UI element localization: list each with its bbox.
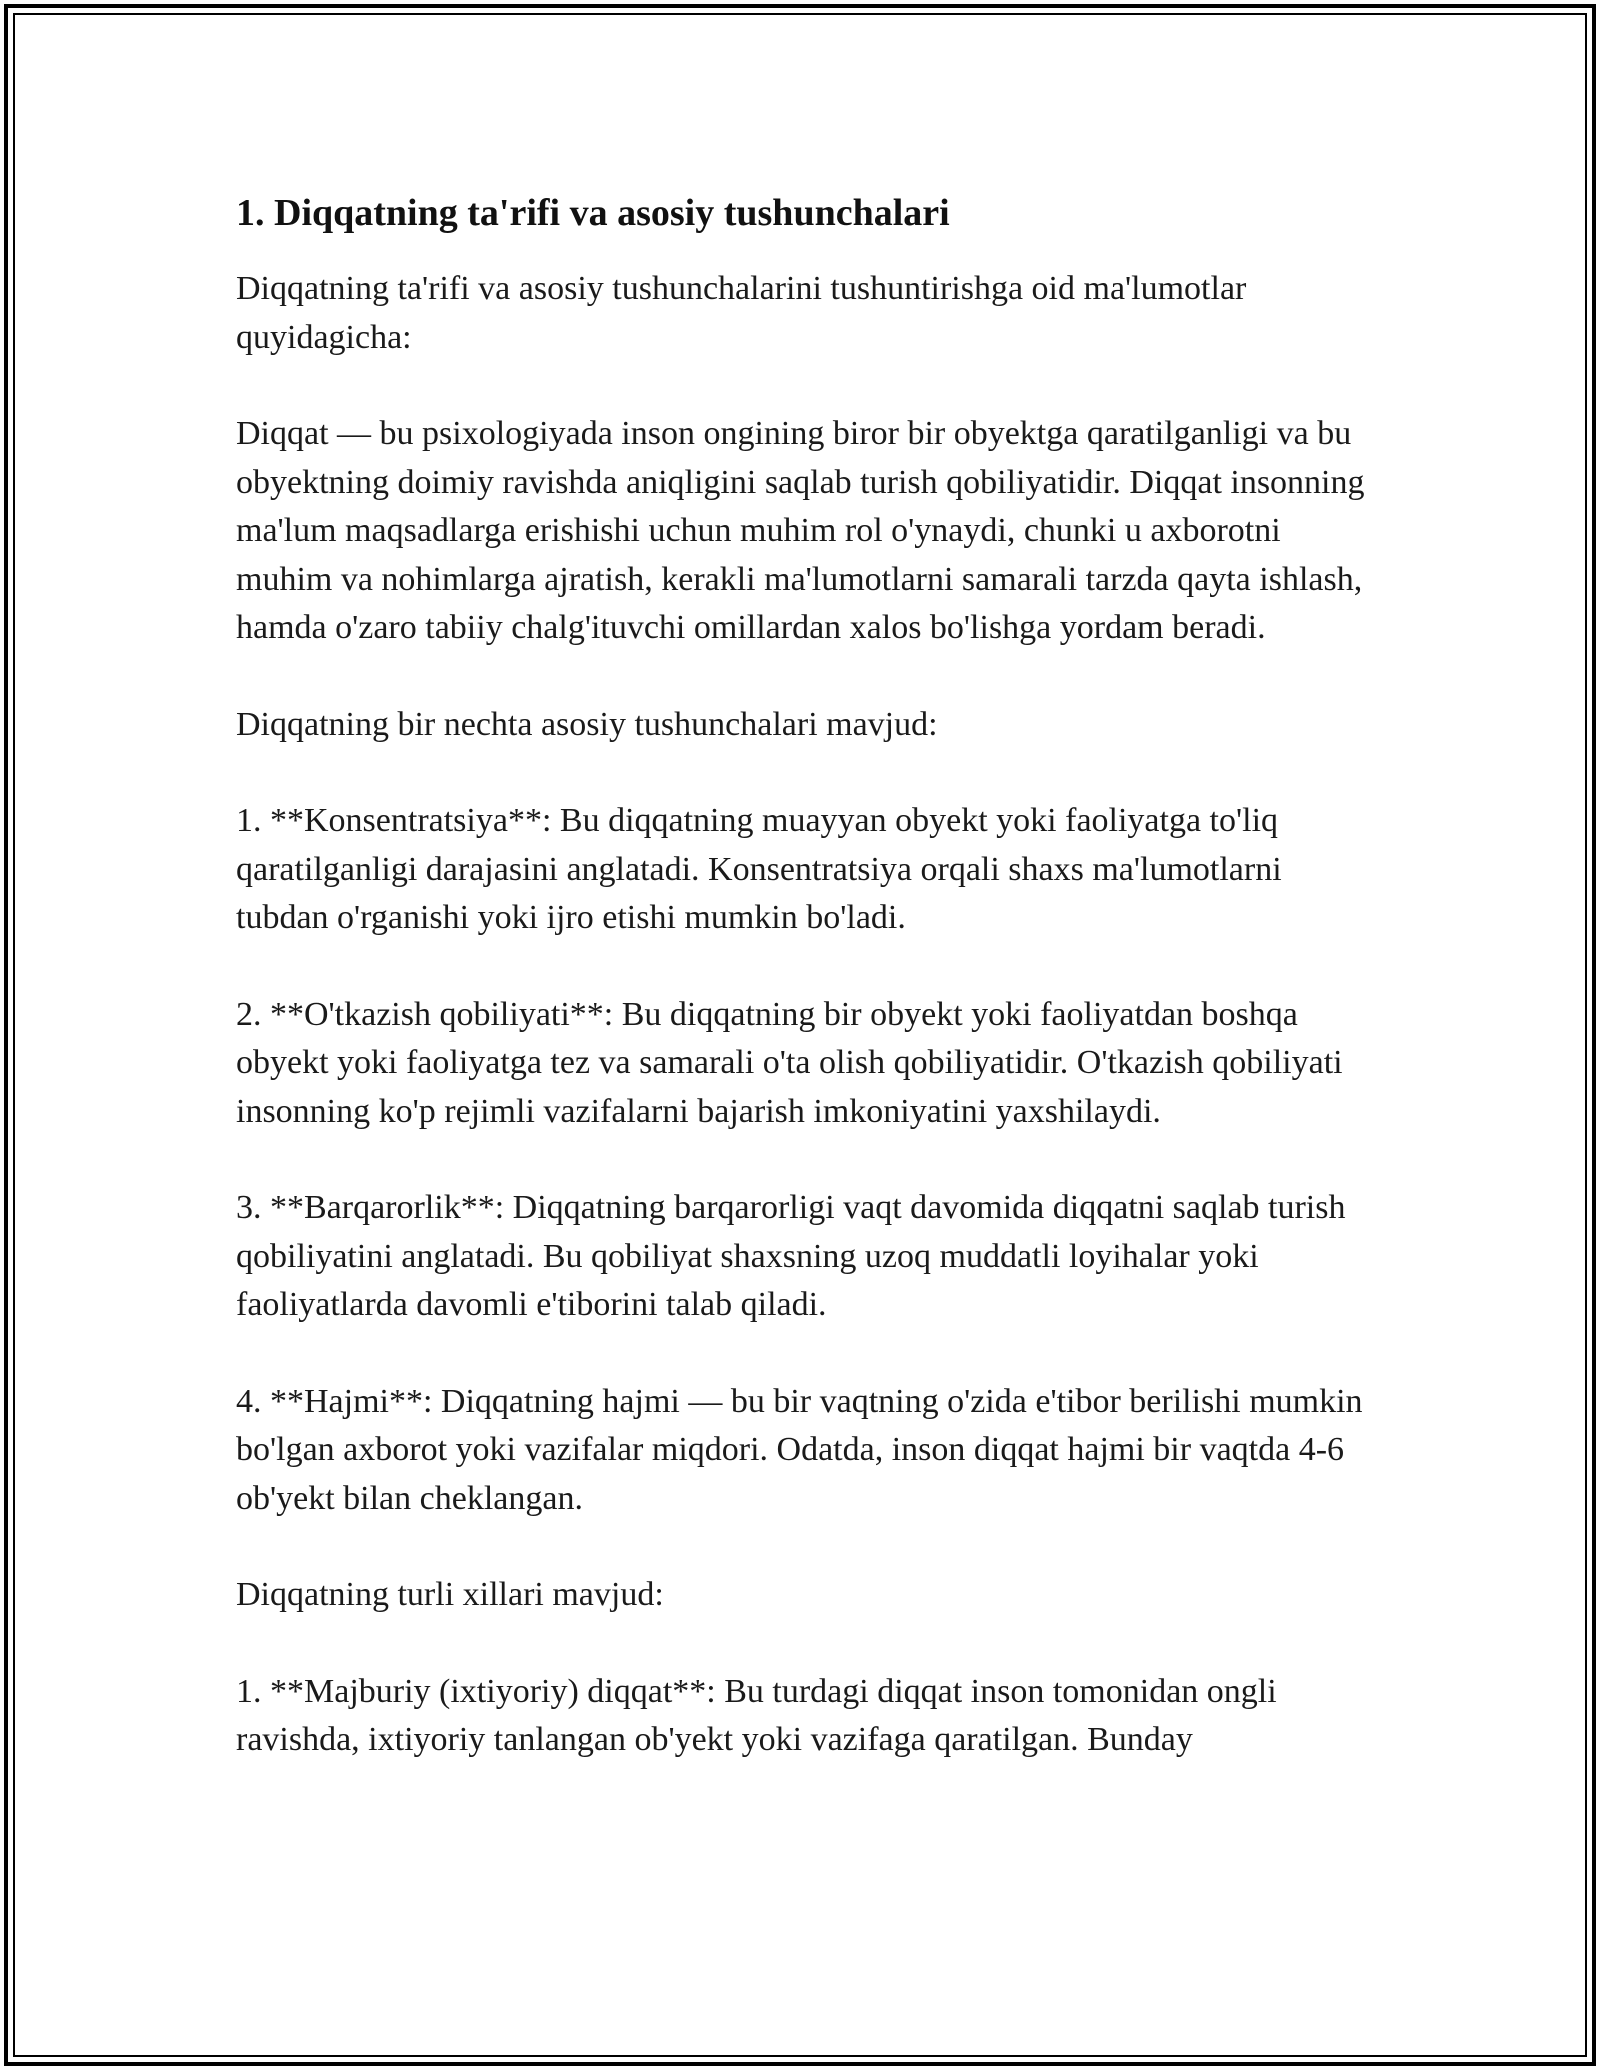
concept-item-stability: 3. **Barqarorlik**: Diqqatning barqarorligi vaqt davomida diqqatni saqlab turish qobiliyatini anglatadi. Bu qobiliyat shaxsning uzoq muddatli loyihalar yoki faoliyatlarda davomli e'tiborini talab qiladi. [236,1189,1346,1323]
intro-paragraph: Diqqatning ta'rifi va asosiy tushunchalarini tushuntirishga oid ma'lumotlar quyidagicha: [236,270,1247,356]
concepts-intro-paragraph: Diqqatning bir nechta asosiy tushunchalari mavjud: [236,705,938,743]
types-intro-paragraph: Diqqatning turli xillari mavjud: [236,1576,664,1613]
section-heading: 1. Diqqatning ta'rifi va asosiy tushunchalari [236,192,950,234]
type-item-voluntary: 1. **Majburiy (ixtiyoriy) diqqat**: Bu turdagi diqqat inson tomonidan ongli ravishda, ixtiyoriy tanlangan ob'yekt yoki vazifaga qaratilgan. Bunday [236,1672,1277,1758]
definition-paragraph: Diqqat — bu psixologiyada inson ongining biror bir obyektga qaratilganligi va bu obyektning doimiy ravishda aniqligini saqlab turish qobiliyatidir. Diqqat insonning ma'lum maqsadlarga erishishi uchun muhim rol o'ynaydi, chunki u axborotni muhim va nohimlarga ajratish, kerakli ma'lumotlarni samarali tarzda qayta ishlash, hamda o'zaro tabiiy chalg'ituvchi omillardan xalos bo'lishga yordam beradi. [236,415,1365,646]
concept-item-switching: 2. **O'tkazish qobiliyati**: Bu diqqatning bir obyekt yoki faoliyatdan boshqa obyekt yoki faoliyatga tez va samarali o'ta olish qobiliyatidir. O'tkazish qobiliyati insonning ko'p rejimli vazifalarni bajarish imkoniyatini yaxshilaydi. [236,995,1343,1130]
concept-item-volume: 4. **Hajmi**: Diqqatning hajmi — bu bir vaqtning o'zida e'tibor berilishi mumkin bo'lgan axborot yoki vazifalar miqdori. Odatda, inson diqqat hajmi bir vaqtda 4-6 ob'yekt bilan cheklangan. [236,1382,1363,1517]
concept-item-concentration: 1. **Konsentratsiya**: Bu diqqatning muayyan obyekt yoki faoliyatga to'liq qaratilganligi darajasini anglatadi. Konsentratsiya orqali shaxs ma'lumotlarni tubdan o'rganishi yoki ijro etishi mumkin bo'ladi. [236,802,1282,936]
document-body [236,185,1376,1813]
